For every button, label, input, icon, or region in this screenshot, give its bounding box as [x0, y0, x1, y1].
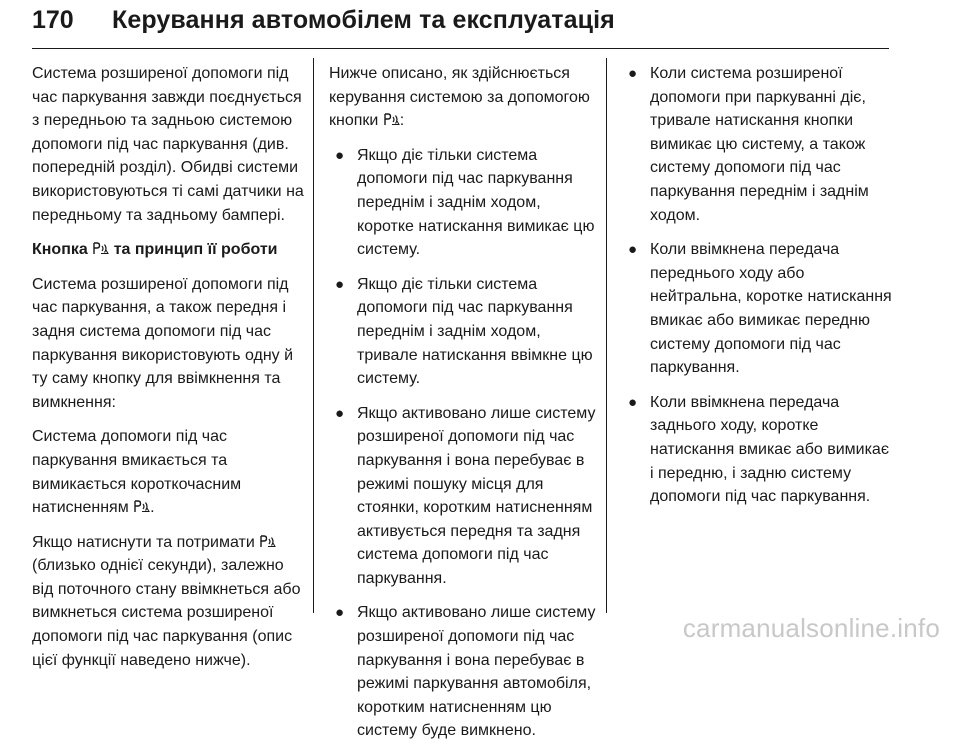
intro-paragraph: Система розширеної допомоги під час паркування завжди поєднується з передньою та задньою системою допомоги під час паркування (див. попередній розділ). Обидві системи використовуються ті самі датчики на передньому та задньому бампері. — [32, 65, 304, 224]
bullet-list — [622, 62, 892, 509]
column-divider — [606, 58, 607, 613]
list-item: ● Коли ввімкнена передача переднього ходу або нейтральна, коротке натискання вмикає або вимикає передню систему допомоги під час паркування. — [622, 238, 892, 380]
parking-assist-icon — [92, 242, 109, 255]
column-3 — [622, 62, 892, 520]
bullets-intro: Нижче описано, як здійснюється керування системою за допомогою кнопки : — [329, 65, 590, 130]
list-item: ● Якщо активовано лише систему розширеної допомоги під час паркування і вона перебуває в режимі паркування автомобіля, коротким натисненням цю систему буде вимкнено. — [329, 601, 601, 743]
header-rule — [32, 48, 889, 49]
page-title: Керування автомобілем та експлуатація — [112, 6, 615, 34]
bullet-icon: ● — [335, 146, 345, 164]
list-item: ● Якщо активовано лише систему розширеної допомоги під час паркування і вона перебуває в режимі пошуку місця для стоянки, коротким натисненням активується передня та задня система допомоги під час паркування. — [329, 402, 601, 591]
paragraph-button-usage: Система розширеної допомоги під час паркування, а також передня і задня система допомоги під час паркування використовують одну й ту саму кнопку для ввімкнення та вимкнення: — [32, 275, 294, 411]
bullet-icon: ● — [335, 404, 345, 422]
column-2 — [329, 62, 601, 754]
list-item: ● Коли ввімкнена передача заднього ходу, коротке натискання вмикає або вимикає і передню, і задню систему допомоги під час паркування. — [622, 391, 892, 509]
paragraph-short-press: Система допомоги під час паркування вмикається та вимикається короткочасним натисненням . — [32, 428, 242, 517]
page-number: 170 — [32, 6, 74, 34]
parking-assist-icon — [383, 113, 400, 126]
watermark: carmanualsonline.info — [682, 613, 940, 643]
bullet-icon: ● — [628, 393, 638, 411]
page-header — [32, 4, 928, 48]
parking-assist-icon — [259, 535, 276, 548]
bullet-icon: ● — [628, 241, 638, 259]
bullet-icon: ● — [628, 65, 638, 82]
bullet-icon: ● — [335, 604, 345, 622]
section-heading: Кнопка та принцип її роботи — [32, 241, 278, 259]
bullet-list — [329, 144, 601, 743]
list-item: ● Якщо діє тільки система допомоги під час паркування переднім і заднім ходом, тривале натискання ввімкне цю систему. — [329, 273, 601, 391]
parking-assist-icon — [133, 500, 150, 513]
column-divider — [313, 58, 314, 613]
list-item: ● Якщо діє тільки система допомоги під час паркування переднім і заднім ходом, коротке натискання вимикає цю систему. — [329, 144, 601, 262]
paragraph-long-press: Якщо натиснути та потримати (близько однієї секунди), залежно від поточного стану ввімкнеться або вимкнеться система розширеної допомоги під час паркування (опис цієї функції наведено нижче). — [32, 533, 301, 669]
list-item: ● Коли система розширеної допомоги при паркуванні діє, тривале натискання кнопки вимикає цю систему, а також систему допомоги під час паркування переднім і заднім ходом. — [622, 62, 892, 227]
bullet-icon: ● — [335, 275, 345, 293]
column-1 — [32, 62, 304, 683]
